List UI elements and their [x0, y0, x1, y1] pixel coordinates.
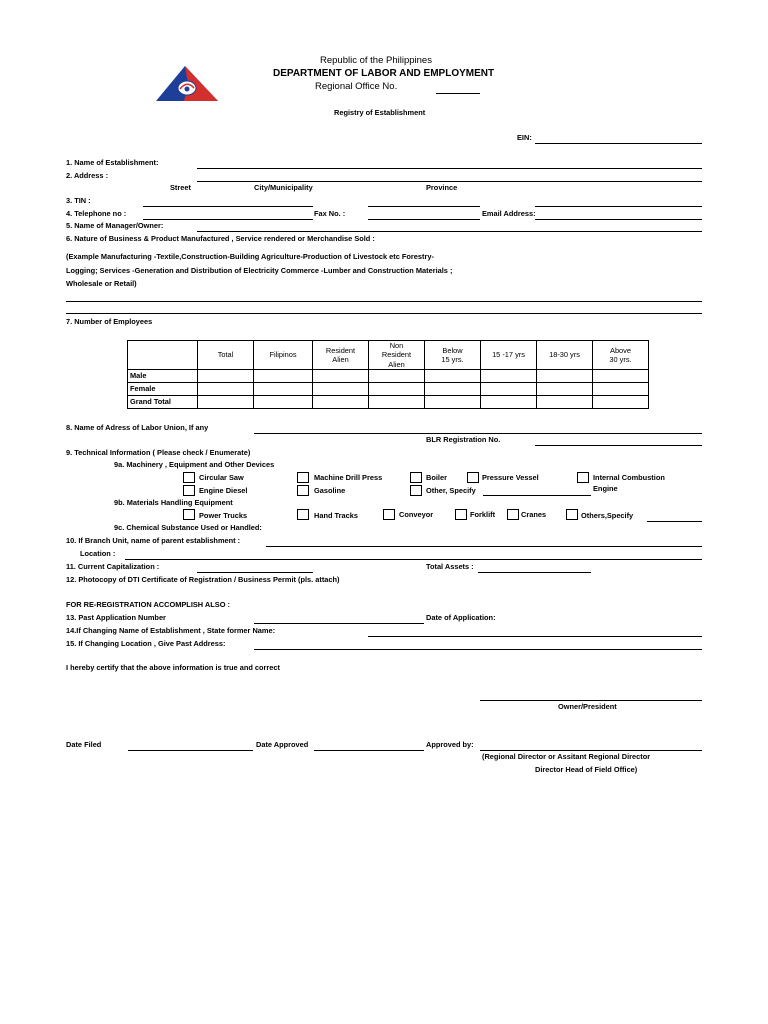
col-below-15: Below 15 yrs. [425, 341, 481, 370]
table-row-grand-total [128, 396, 649, 409]
date-approved-field[interactable] [314, 750, 424, 751]
checkbox-gasoline[interactable] [297, 485, 309, 496]
table-cell[interactable] [481, 370, 537, 383]
gasoline-label: Gasoline [314, 486, 346, 495]
checkbox-others-specify[interactable] [566, 509, 578, 520]
table-cell[interactable] [425, 383, 481, 396]
internal-combustion-label: Internal Combustion [593, 473, 665, 482]
table-cell[interactable] [537, 383, 593, 396]
email-field[interactable] [535, 219, 702, 220]
blr-field[interactable] [535, 445, 702, 446]
address-field[interactable] [197, 181, 702, 182]
pressure-vessel-label: Pressure Vessel [482, 473, 539, 482]
table-cell[interactable] [593, 370, 649, 383]
circular-saw-label: Circular Saw [199, 473, 244, 482]
tin-label: 3. TIN : [66, 196, 91, 205]
former-name-field[interactable] [368, 636, 702, 637]
col-18-30: 18-30 yrs [537, 341, 593, 370]
date-filed-field[interactable] [128, 750, 253, 751]
table-cell[interactable] [369, 383, 425, 396]
row-label-male: Male [128, 370, 198, 383]
checkbox-power-trucks[interactable] [183, 509, 195, 520]
branch-unit-field[interactable] [266, 546, 702, 547]
header-republic: Republic of the Philippines [320, 55, 432, 66]
checkbox-conveyor[interactable] [383, 509, 395, 520]
hand-tracks-label: Hand Tracks [314, 511, 358, 520]
nature-business-field-1[interactable] [66, 301, 702, 302]
cranes-label: Cranes [521, 510, 547, 519]
tin-field-2[interactable] [368, 206, 480, 207]
table-corner [128, 341, 198, 370]
past-address-label: 15. If Changing Location , Give Past Address: [66, 639, 226, 648]
checkbox-internal-combustion[interactable] [577, 472, 589, 483]
establishment-name-label: 1. Name of Establishment: [66, 158, 159, 167]
ein-field[interactable] [535, 143, 702, 144]
table-cell[interactable] [425, 370, 481, 383]
employees-table [127, 340, 649, 409]
manager-field[interactable] [197, 231, 702, 232]
forklift-label: Forklift [470, 510, 496, 519]
establishment-name-field[interactable] [197, 168, 702, 169]
regional-office-line[interactable] [436, 93, 480, 94]
table-cell[interactable] [481, 383, 537, 396]
owner-label: Owner/President [558, 702, 617, 711]
header-regional-office: Regional Office No. [315, 81, 398, 92]
blr-label: BLR Registration No. [426, 435, 501, 444]
checkbox-machine-drill[interactable] [297, 472, 309, 483]
table-cell[interactable] [254, 396, 313, 409]
branch-unit-label: 10. If Branch Unit, name of parent establishment : [66, 536, 241, 545]
telephone-field[interactable] [143, 219, 313, 220]
table-row-female [128, 383, 649, 396]
table-cell[interactable] [313, 370, 369, 383]
example-line-2: Logging; Services -Generation and Distribution of Electricity Commerce -Lumber and Construction Materials ; [66, 266, 453, 275]
capitalization-field[interactable] [197, 572, 313, 573]
nature-business-field-2[interactable] [66, 313, 702, 314]
director-line-2: Director Head of Field Office) [535, 765, 638, 774]
province-label: Province [426, 183, 458, 192]
example-line-3: Wholesale or Retail) [66, 279, 137, 288]
tin-field-1[interactable] [143, 206, 313, 207]
ein-label: EIN: [517, 133, 532, 142]
table-cell[interactable] [593, 396, 649, 409]
street-label: Street [170, 183, 191, 192]
capitalization-label: 11. Current Capitalization : [66, 562, 160, 571]
col-total: Total [198, 341, 254, 370]
certify-statement: I hereby certify that the above information is true and correct [66, 663, 280, 672]
checkbox-pressure-vessel[interactable] [467, 472, 479, 483]
checkbox-other-specify[interactable] [410, 485, 422, 496]
table-cell[interactable] [254, 383, 313, 396]
other-specify-label: Other, Specify [426, 486, 476, 495]
date-application-label: Date of Application: [426, 613, 496, 622]
conveyor-label: Conveyor [399, 510, 434, 519]
table-cell[interactable] [369, 396, 425, 409]
table-cell[interactable] [254, 370, 313, 383]
dole-logo [154, 64, 220, 104]
boiler-label: Boiler [426, 473, 447, 482]
table-cell[interactable] [593, 383, 649, 396]
table-cell[interactable] [369, 370, 425, 383]
table-row-male [128, 370, 649, 383]
employees-label: 7. Number of Employees [66, 317, 153, 326]
checkbox-boiler[interactable] [410, 472, 422, 483]
past-address-field[interactable] [254, 649, 702, 650]
col-filipinos: Filipinos [254, 341, 313, 370]
technical-info-label: 9. Technical Information ( Please check / Enumerate) [66, 448, 251, 457]
reregistration-heading: FOR RE-REGISTRATION ACCOMPLISH ALSO : [66, 600, 230, 609]
tin-field-3[interactable] [535, 206, 702, 207]
example-line-1: (Example Manufacturing -Textile,Construction-Building Agriculture-Production of Livestock etc Forestry- [66, 252, 434, 261]
col-15-17: 15 -17 yrs [481, 341, 537, 370]
date-approved-label: Date Approved [256, 740, 309, 749]
labor-union-field[interactable] [254, 433, 702, 434]
engine-diesel-label: Engine Diesel [199, 486, 248, 495]
approved-by-label: Approved by: [426, 740, 474, 749]
director-line-1: (Regional Director or Assitant Regional Director [482, 752, 651, 761]
form-title: Registry of Establishment [334, 108, 426, 117]
table-cell[interactable] [198, 383, 254, 396]
table-cell[interactable] [313, 383, 369, 396]
date-filed-label: Date Filed [66, 740, 102, 749]
others-specify-label: Others,Specify [581, 511, 634, 520]
machine-drill-label: Machine Drill Press [314, 473, 383, 482]
row-label-female: Female [128, 383, 198, 396]
past-application-label: 13. Past Application Number [66, 613, 166, 622]
telephone-label: 4. Telephone no : [66, 209, 127, 218]
checkbox-circular-saw[interactable] [183, 472, 195, 483]
table-cell[interactable] [425, 396, 481, 409]
checkbox-engine-diesel[interactable] [183, 485, 195, 496]
materials-handling-label: 9b. Materials Handling Equipment [114, 498, 233, 507]
fax-label: Fax No. : [314, 209, 346, 218]
address-label: 2. Address : [66, 171, 109, 180]
others-specify-field[interactable] [647, 521, 702, 522]
approved-by-field[interactable] [480, 750, 702, 751]
table-cell[interactable] [481, 396, 537, 409]
col-above-30: Above 30 yrs. [593, 341, 649, 370]
dti-certificate-label: 12. Photocopy of DTI Certificate of Registration / Business Permit (pls. attach) [66, 575, 340, 584]
row-label-grand-total: Grand Total [128, 396, 198, 409]
col-resident-alien: Resident Alien [313, 341, 369, 370]
table-cell[interactable] [537, 396, 593, 409]
city-label: City/Municipality [254, 183, 313, 192]
past-application-field[interactable] [254, 623, 424, 624]
total-assets-field[interactable] [478, 572, 591, 573]
location-field[interactable] [125, 559, 702, 560]
checkbox-cranes[interactable] [507, 509, 519, 520]
chemical-label: 9c. Chemical Substance Used or Handled: [114, 523, 262, 532]
table-cell[interactable] [198, 396, 254, 409]
col-non-resident-alien: Non Resident Alien [369, 341, 425, 370]
checkbox-forklift[interactable] [455, 509, 467, 520]
nature-business-label: 6. Nature of Business & Product Manufactured , Service rendered or Merchandise Sold : [66, 234, 375, 243]
power-trucks-label: Power Trucks [199, 511, 248, 520]
location-label: Location : [80, 549, 116, 558]
manager-label: 5. Name of Manager/Owner: [66, 221, 164, 230]
internal-combustion-label-2: Engine [593, 484, 618, 493]
table-cell[interactable] [313, 396, 369, 409]
labor-union-label: 8. Name of Adress of Labor Union, If any [66, 423, 209, 432]
table-cell[interactable] [537, 370, 593, 383]
email-label: Email Address: [482, 209, 536, 218]
machinery-label: 9a. Machinery , Equipment and Other Devices [114, 460, 275, 469]
other-specify-field[interactable] [483, 495, 591, 496]
owner-signature-field[interactable] [480, 700, 702, 701]
checkbox-hand-tracks[interactable] [297, 509, 309, 520]
former-name-label: 14.If Changing Name of Establishment , State former Name: [66, 626, 276, 635]
fax-field[interactable] [368, 219, 480, 220]
table-cell[interactable] [198, 370, 254, 383]
header-department: DEPARTMENT OF LABOR AND EMPLOYMENT [273, 68, 495, 79]
total-assets-label: Total Assets : [426, 562, 474, 571]
